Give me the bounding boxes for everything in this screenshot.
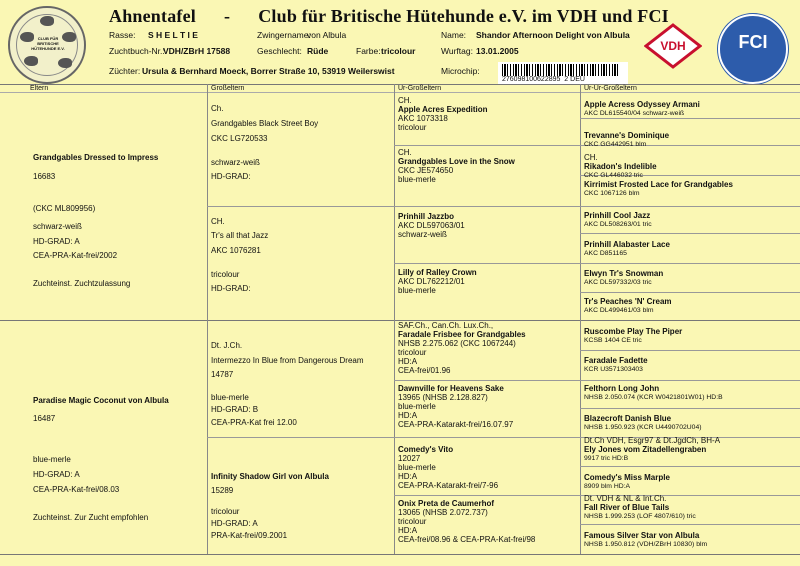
father-name: Grandgables Dressed to Impress	[33, 153, 159, 162]
ggp-hd: HD:A	[398, 526, 418, 535]
ggp-color: blue-merle	[398, 402, 436, 411]
ggp-name: Dawnville for Heavens Sake	[398, 384, 504, 393]
gggp-title: Dt.Ch VDH, Esgr97 & Dt.JgdCh, BH-A	[584, 436, 721, 445]
column-divider	[580, 84, 581, 554]
gggp-name: Fall River of Blue Tails	[584, 503, 670, 512]
gggp-reg: 8909 blm HD:A	[584, 483, 631, 490]
gp-mm-color: tricolour	[211, 507, 240, 516]
mother-hd: HD-GRAD: A	[33, 470, 80, 479]
ggp-color: blue-merle	[398, 175, 436, 184]
row-divider	[394, 263, 800, 264]
geschlecht-label: Geschlecht:	[257, 46, 302, 56]
gp-mf-color: blue-merle	[211, 393, 249, 402]
ggp-hd: HD:A	[398, 357, 418, 366]
microchip-label: Microchip:	[441, 66, 480, 76]
father-hd: HD-GRAD: A	[33, 237, 80, 246]
gggp-reg: NHSB 1.950.812 (VDH/ZBrH 10830) blm	[584, 541, 708, 548]
column-heading-grosseltern: Großeltern	[211, 85, 245, 92]
gp-mm-name: Infinity Shadow Girl von Albula	[211, 472, 329, 481]
ggp-reg: AKC 1073318	[398, 114, 448, 123]
gggp-reg: KCSB 1404 CE tric	[584, 337, 642, 344]
ggp-title: SAF.Ch., Can.Ch. Lux.Ch.,	[398, 321, 494, 330]
gggp-title: CH.	[584, 153, 598, 162]
wurftag-value: 13.01.2005	[476, 46, 519, 56]
column-divider	[394, 84, 395, 554]
gggp-name: Tr's Peaches 'N' Cream	[584, 297, 672, 306]
gp-mm-cea: PRA-Kat-frei/09.2001	[211, 531, 288, 540]
gggp-reg: CKC 1067126 blm	[584, 190, 640, 197]
gp-mf-cea: CEA-PRA-Kat frei 12.00	[211, 418, 297, 427]
row-divider	[580, 292, 800, 293]
ggp-color: blue-merle	[398, 463, 436, 472]
gggp-reg: CKC GG442951 blm	[584, 141, 647, 148]
gp-fm-name: Tr's all that Jazz	[211, 231, 269, 240]
gggp-name: Kirrimist Frosted Lace for Grandgables	[584, 180, 733, 189]
rasse-value: S H E L T I E	[148, 30, 198, 40]
gp-mf-hd: HD-GRAD: B	[211, 405, 259, 414]
ggp-title: CH.	[398, 96, 412, 105]
column-header-divider	[0, 92, 800, 93]
ggp-color: blue-merle	[398, 286, 436, 295]
mother-reg: 16487	[33, 414, 56, 423]
microchip-barcode: 276098100622895 2 DEU	[498, 62, 628, 84]
column-heading-urgrosseltern: Ur-Großeltern	[398, 85, 442, 92]
gp-mf-name: Intermezzo In Blue from Dangerous Dream	[211, 356, 364, 365]
wurftag-label: Wurftag:	[441, 46, 473, 56]
row-divider	[394, 380, 800, 381]
name-label: Name:	[441, 30, 467, 40]
gggp-reg: 9917 tric HD:B	[584, 455, 629, 462]
farbe-label: Farbe:	[356, 46, 381, 56]
mother-color: blue-merle	[33, 455, 71, 464]
row-divider	[580, 350, 800, 351]
mother-cea: CEA-PRA-Kat-frei/08.03	[33, 485, 120, 494]
gggp-reg: NHSB 1.950.923 (KCR U4490702U04)	[584, 424, 702, 431]
ggp-reg: NHSB 2.275.062 (CKC 1067244)	[398, 339, 516, 348]
gp-fm-reg: AKC 1076281	[211, 246, 261, 255]
gp-ff-reg: CKC LG720533	[211, 134, 268, 143]
zuchtbuch-value: VDH/ZBrH 17588	[163, 46, 231, 56]
svg-text:VDH: VDH	[660, 39, 686, 53]
gggp-name: Prinhill Cool Jazz	[584, 211, 651, 220]
gp-fm-hd: HD-GRAD:	[211, 284, 251, 293]
gggp-name: Rikadon's Indelible	[584, 162, 657, 171]
ggp-reg: AKC DL762212/01	[398, 277, 465, 286]
ggp-color: tricolour	[398, 517, 427, 526]
gp-fm-color: tricolour	[211, 270, 240, 279]
vdh-logo	[644, 23, 702, 69]
zuchtbuch-label: Zuchtbuch-Nr.:	[109, 46, 165, 56]
column-heading-ururgrosseltern: Ur-Ur-Großeltern	[584, 85, 637, 92]
gggp-name: Trevanne's Dominique	[584, 131, 670, 140]
father-zucht: Zuchteinst. Zuchtzulassung	[33, 279, 131, 288]
row-divider	[580, 466, 800, 467]
father-reg: 16683	[33, 172, 56, 181]
gggp-name: Prinhill Alabaster Lace	[584, 240, 670, 249]
ggp-hd: HD:A	[398, 411, 418, 420]
club-logo: CLUB FÜR BRITISCHE HÜTEHUNDE E.V.	[8, 6, 86, 84]
name-value: Shandor Afternoon Delight von Albula	[476, 30, 630, 40]
gp-ff-color: schwarz-weiß	[211, 158, 260, 167]
gggp-name: Felthorn Long John	[584, 384, 660, 393]
bottom-divider	[0, 554, 800, 555]
gggp-reg: AKC DL597332/03 tric	[584, 279, 652, 286]
gggp-reg: NHSB 2.050.074 (KCR W0421801W01) HD:B	[584, 394, 723, 401]
ggp-name: Comedy's Vito	[398, 445, 454, 454]
ggp-reg: AKC DL597063/01	[398, 221, 465, 230]
ggp-cea: CEA-PRA-Katarakt-frei/7-96	[398, 481, 499, 490]
ggp-reg: CKC JE574650	[398, 166, 454, 175]
gggp-reg: CKC GL446032 tric	[584, 172, 643, 179]
document-title: Ahnentafel - Club für Britische Hütehunde e.V. im VDH und FCI	[109, 6, 669, 26]
gggp-name: Ruscombe Play The Piper	[584, 327, 683, 336]
father-color: schwarz-weiß	[33, 222, 82, 231]
gp-ff-title: Ch.	[211, 104, 224, 113]
gggp-name: Famous Silver Star von Albula	[584, 531, 700, 540]
column-heading-eltern: Eltern	[30, 85, 49, 92]
ggp-name: Apple Acres Expedition	[398, 105, 488, 114]
row-divider	[207, 206, 800, 207]
ggp-name: Faradale Frisbee for Grandgables	[398, 330, 526, 339]
ggp-reg: 13965 (NHSB 2.128.827)	[398, 393, 488, 402]
ggp-hd: HD:A	[398, 472, 418, 481]
gggp-title: Dt. VDH & NL & Int.Ch.	[584, 494, 667, 503]
fci-logo: FCI	[718, 14, 788, 84]
gp-fm-title: CH.	[211, 217, 225, 226]
ggp-color: schwarz-weiß	[398, 230, 447, 239]
gggp-reg: NHSB 1.999.253 (LOF 4807/610) tric	[584, 513, 696, 520]
rasse-label: Rasse:	[109, 30, 136, 40]
gp-ff-hd: HD-GRAD:	[211, 172, 251, 181]
ggp-cea: CEA-frei/08.96 & CEA-PRA-Kat-frei/98	[398, 535, 536, 544]
zuechter-value: Ursula & Bernhard Moeck, Borrer Straße 10, 53919 Weilerswist	[142, 66, 395, 76]
ggp-name: Prinhill Jazzbo	[398, 212, 455, 221]
ggp-reg: 12027	[398, 454, 421, 463]
gggp-name: Elwyn Tr's Snowman	[584, 269, 664, 278]
ggp-cea: CEA-frei/01.96	[398, 366, 451, 375]
geschlecht-value: Rüde	[307, 46, 329, 56]
gp-mf-title: Dt. J.Ch.	[211, 341, 243, 350]
row-divider	[580, 233, 800, 234]
ggp-title: CH.	[398, 148, 412, 157]
ggp-name: Lilly of Ralley Crown	[398, 268, 477, 277]
zuechter-label: Züchter:	[109, 66, 141, 76]
mother-zucht: Zuchteinst. Zur Zucht empfohlen	[33, 513, 149, 522]
gp-mm-reg: 15289	[211, 486, 234, 495]
ggp-color: tricolour	[398, 123, 427, 132]
ggp-name: Grandgables Love in the Snow	[398, 157, 515, 166]
row-divider	[580, 408, 800, 409]
gggp-reg: AKC DL508263/01 tric	[584, 221, 652, 228]
ggp-reg: 13065 (NHSB 2.072.737)	[398, 508, 488, 517]
ggp-color: tricolour	[398, 348, 427, 357]
gggp-reg: KCR U3571303403	[584, 366, 643, 373]
column-divider	[207, 84, 208, 554]
gggp-reg: AKC D851165	[584, 250, 627, 257]
father-ckc: (CKC ML809956)	[33, 204, 96, 213]
row-divider	[580, 524, 800, 525]
father-cea: CEA-PRA-Kat-frei/2002	[33, 251, 118, 260]
gggp-reg: AKC DL499461/03 blm	[584, 307, 654, 314]
ggp-cea: CEA-PRA-Katarakt-frei/16.07.97	[398, 420, 514, 429]
gggp-name: Comedy's Miss Marple	[584, 473, 670, 482]
zwinger-value: von Albula	[307, 30, 347, 40]
gp-mf-reg: 14787	[211, 370, 234, 379]
farbe-value: tricolour	[381, 46, 416, 56]
gggp-name: Apple Acress Odyssey Armani	[584, 100, 700, 109]
gp-mm-hd: HD-GRAD: A	[211, 519, 258, 528]
gp-ff-name: Grandgables Black Street Boy	[211, 119, 319, 128]
gggp-name: Faradale Fadette	[584, 356, 648, 365]
ggp-name: Onix Preta de Caumerhof	[398, 499, 495, 508]
gggp-name: Blazecroft Danish Blue	[584, 414, 672, 423]
gggp-name: Ely Jones vom Zitadellengraben	[584, 445, 707, 454]
gggp-reg: AKC DL615540/04 schwarz-weiß	[584, 110, 685, 117]
zwinger-label: Zwingername:	[257, 30, 311, 40]
mother-name: Paradise Magic Coconut von Albula	[33, 396, 169, 405]
